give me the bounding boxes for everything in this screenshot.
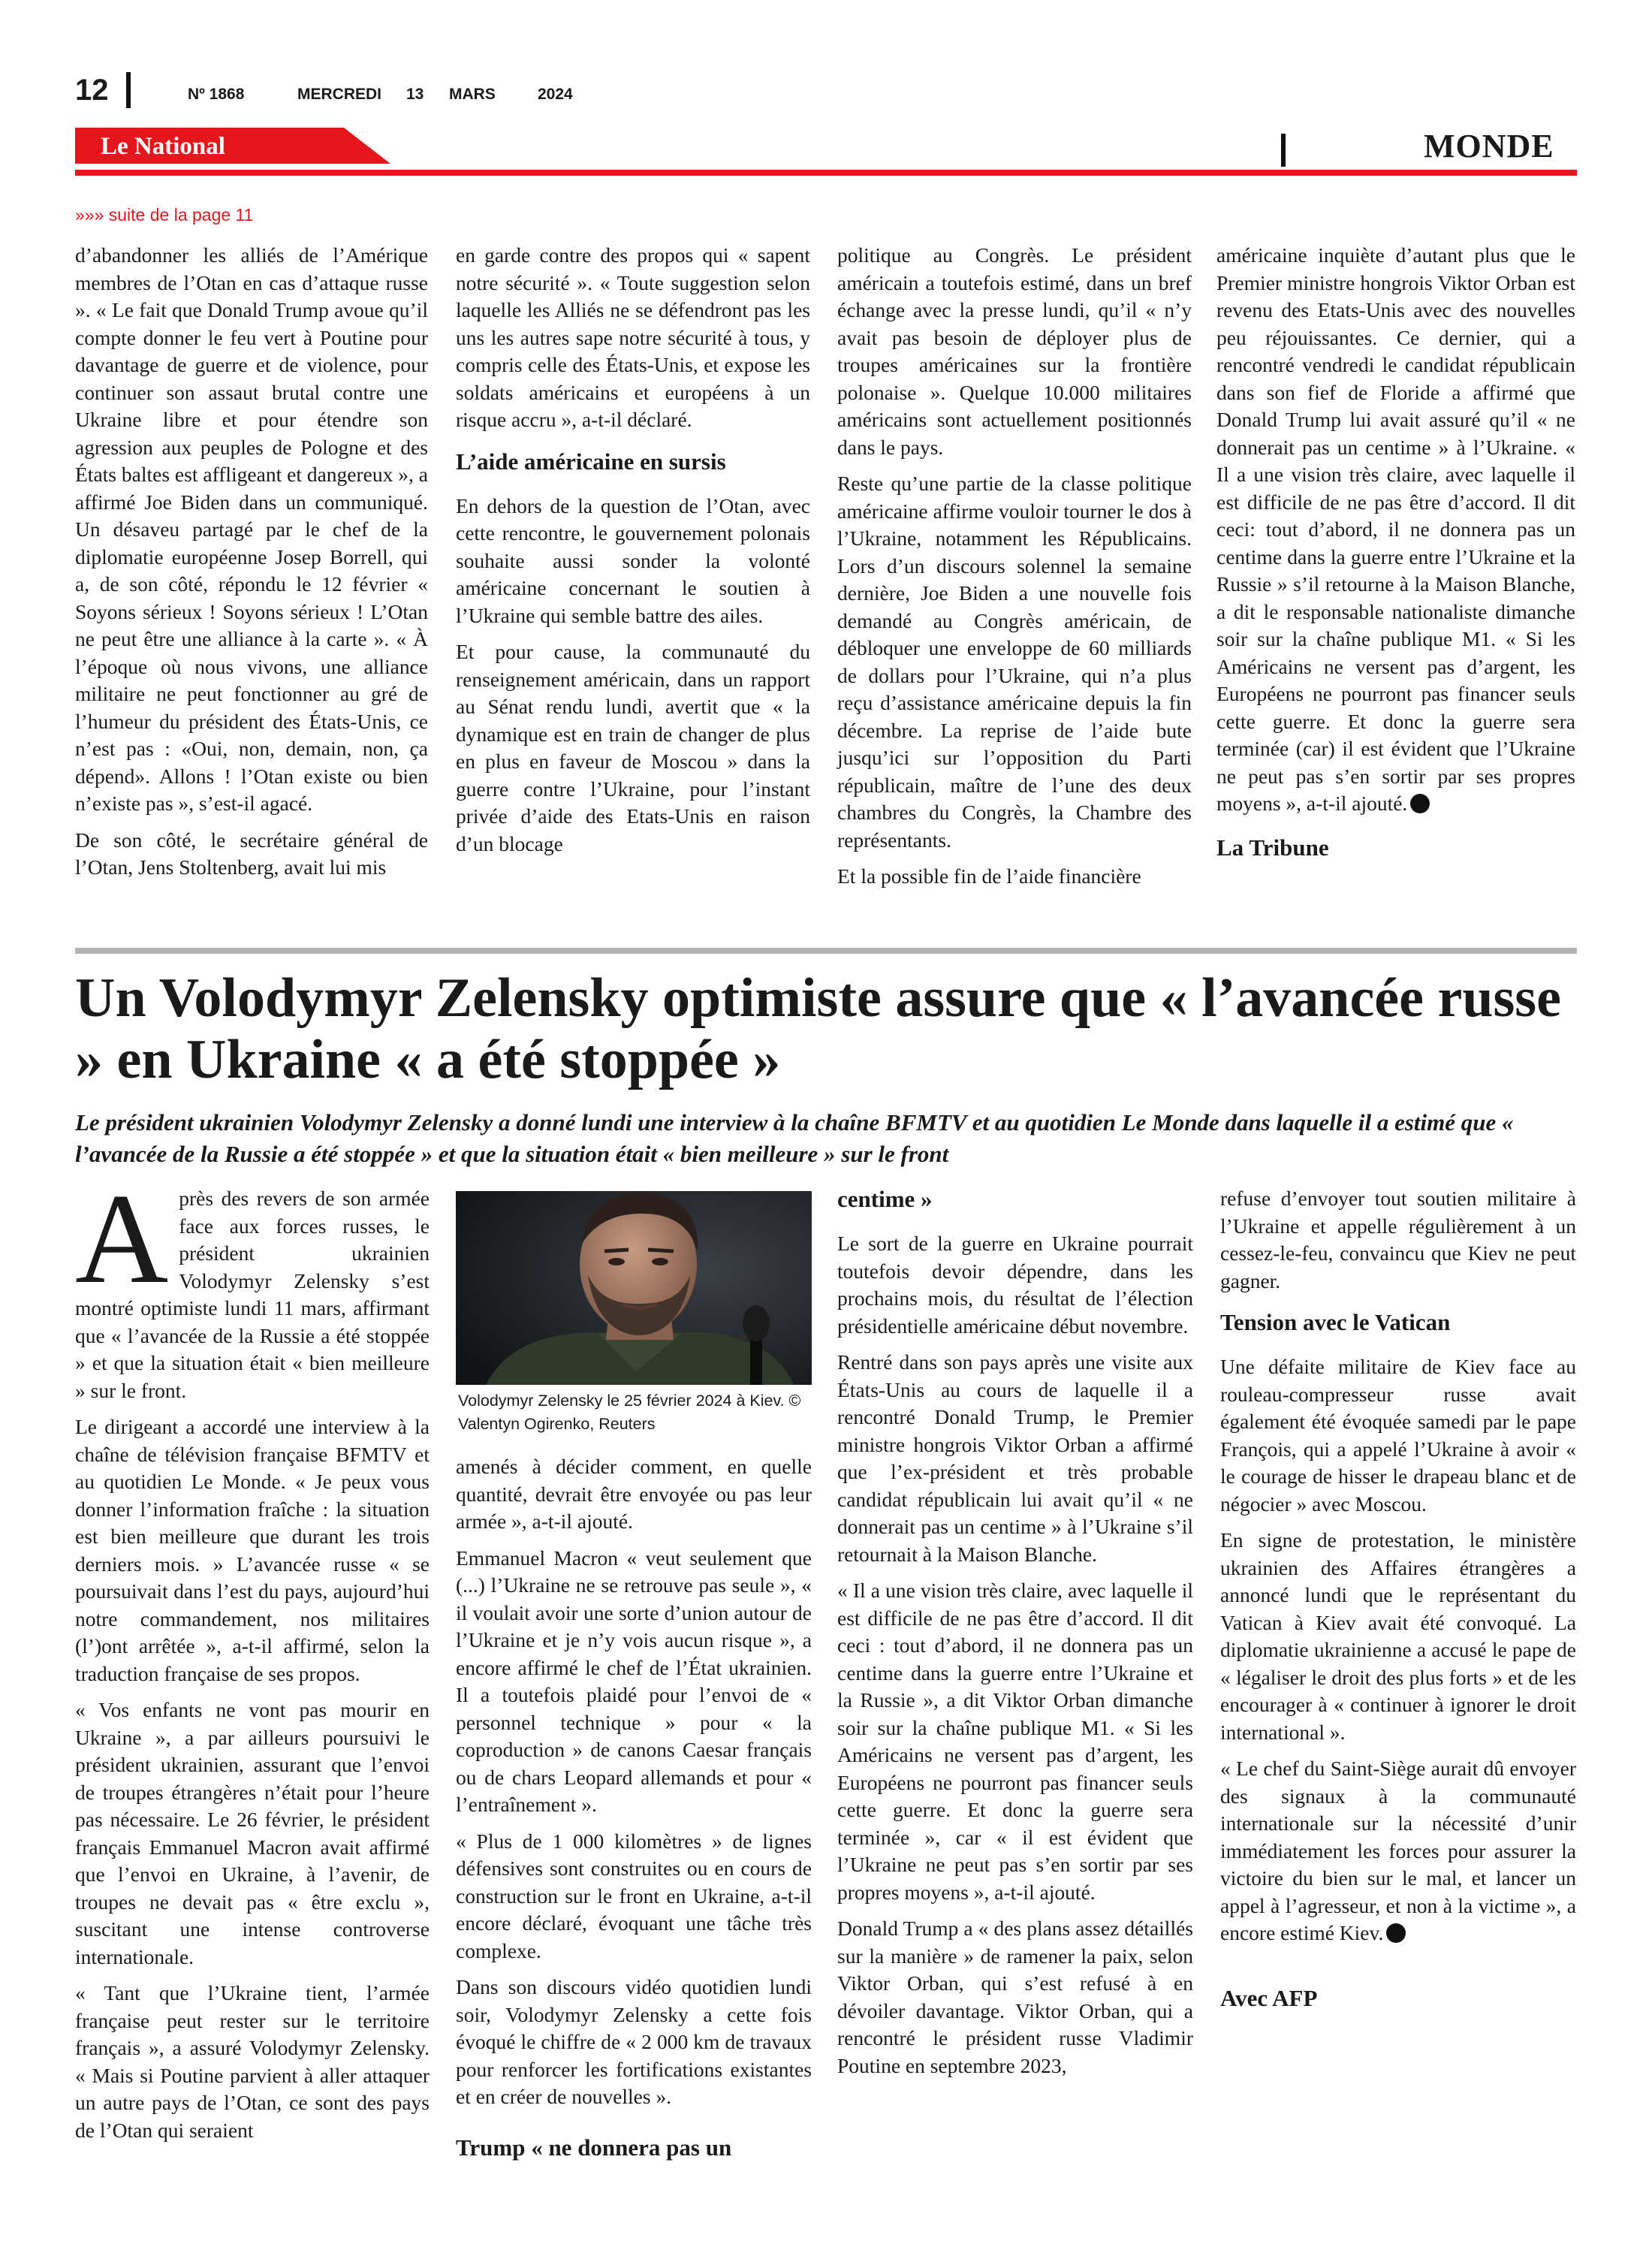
paragraph: En signe de protestation, le ministère ukrainien des Affaires étrangères a annoncé lundi que le représentant du Vatican à Kiev avait été convoqué. La diplomatie ukrainienne a accusé le pape de « légaliser le droit des plus forts » et de les encourager à « continuer à ignorer le droit international ». xyxy=(1220,1528,1576,1744)
paragraph: « Le chef du Saint-Siège aurait dû envoyer des signaux à la communauté internationale sur la nécessité d’unir immédiatement les forces pour assurer la victoire du bien sur le mal, et lancer un appel à l’agresseur, et non à la victime », a encore estimé Kiev. xyxy=(1220,1757,1576,1944)
paragraph: Reste qu’une partie de la classe politique américaine affirme vouloir tourner le dos à l’Ukraine, notamment les Républicains. Lors d’un discours solennel la semaine dernière, Joe Biden a une nouvelle fois demandé au Congrès américain, de débloquer une enveloppe de 60 milliards de dollars pour l’Ukraine, qui n’a plus reçu d’assistance américaine depuis la fin décembre. La reprise de l’aide bute jusqu’ici sur l’opposition du Parti républicain, maître de l’une des deux chambres du Congrès, la Chambre des représentants. xyxy=(837,472,1192,852)
paragraph: « Il a une vision très claire, avec laquelle il est difficile de ne pas être d’accord. Il dit ceci : tout d’abord, il ne donnera pas un centime dans la guerre entre l’Ukraine et la Russie », a dit Viktor Orban dimanche soir sur la chaîne publique M1. « Si les Américains ne versent pas d’argent, les Européens ne pourront pas financer seuls cette guerre. Et donc la guerre sera terminée », car « il est évident que l’Ukraine ne peut pas s’en sortir par ses propres moyens », a-t-il ajouté. xyxy=(837,1579,1193,1904)
date-weekday: MERCREDI xyxy=(297,86,382,103)
subheading: L’aide américaine en sursis xyxy=(456,448,726,475)
paragraph: amenés à décider comment, en quelle quantité, devrait être envoyée ou pas leur armée », a-t-il ajouté. xyxy=(456,1455,812,1533)
issue-number: Nº 1868 xyxy=(188,86,245,103)
section-title: MONDE xyxy=(1424,128,1554,164)
paragraph: « Tant que l’Ukraine tient, l’armée française peut rester sur le territoire français », a assuré Volodymyr Zelensky. « Mais si Poutine parvient à aller attaquer un autre pays de l’Otan, ce sont des pays de l’Otan qui seraient xyxy=(75,1981,430,2142)
top-article-column-2 xyxy=(456,242,810,867)
paragraph: Emmanuel Macron « veut seulement que (...) l’Ukraine ne se retrouve pas seule », « il voulait avoir une sorte d’union autour de l’Ukraine et je n’y vois aucun risque », a encore affirmé le chef de l’État ukrainien. Il a toutefois plaidé pour l’envoi de « personnel technique » pour « la coproduction » de canons Caesar français ou de chars Leopard allemands et pour « l’entraînement ». xyxy=(456,1546,812,1816)
date-year: 2024 xyxy=(538,86,573,103)
continuation-note: »»» suite de la page 11 xyxy=(75,205,254,225)
paragraph: en garde contre des propos qui « sapent notre sécurité ». « Toute suggestion selon laquelle les Alliés ne se défendront pas les uns les autres sape notre sécurité à tous, y compris celle des États-Unis, et expose les soldats américains et européens à un risque accru », a-t-il déclaré. xyxy=(456,243,810,431)
signature: Avec AFP xyxy=(1220,1984,1318,2011)
paragraph-wrap xyxy=(1220,1755,1576,1947)
subheading-part-1: Trump « ne donnera pas un xyxy=(456,2134,732,2161)
paragraph: Et la possible fin de l’aide financière xyxy=(837,864,1141,888)
paragraph: américaine inquiète d’autant plus que le Premier ministre hongrois Viktor Orban est revenu des Etats-Unis avec des nouvelles peu réjouissantes. Ce dernier, qui a rencontré vendredi le candidat républicain dans son fief de Floride a affirmé que Donald Trump lui avait assuré qu’il « ne donnerait pas un centime » à l’Ukraine. « Il a une vision très claire, avec laquelle il est difficile de ne pas être d’accord. Il dit ceci: tout d’abord, il ne donnera pas un centime dans la guerre entre l’Ukraine et la Russie » s’il retourne à la Maison Blanche, a dit le responsable nationaliste dimanche soir sur la chaîne publique M1. « Si les Américains ne versent pas d’argent, les Européens ne pourront pas financer seuls cette guerre. Et donc la guerre sera terminée (car) il est évident que l’Ukraine ne peut pas s’en sortir par ses propres moyens », a-t-il ajouté. xyxy=(1216,243,1575,815)
lead-paragraph-wrap xyxy=(75,1168,430,1404)
paragraph: De son côté, le secrétaire général de l’Otan, Jens Stoltenberg, avait lui mis xyxy=(75,828,428,879)
signature: La Tribune xyxy=(1216,834,1329,861)
top-article-column-1 xyxy=(75,242,428,891)
drop-cap: A xyxy=(75,1168,169,1310)
top-article-column-3 xyxy=(837,242,1192,900)
subheading: Tension avec le Vatican xyxy=(1220,1309,1451,1335)
lead-paragraph: près des revers de son armée face aux forces russes, le président ukrainien Volodymyr Zelensky s’est montré optimiste lundi 11 mars, affirmant que « l’avancée de la Russie a été stoppée » et que la situation était « bien meilleure » sur le front. xyxy=(75,1187,430,1402)
standfirst: Le président ukrainien Volodymyr Zelensky a donné lundi une interview à la chaîne BFMTV et au quotidien Le Monde dans laquelle il a estimé que « l’avancée de la Russie a été stoppée » et que la situation était « bien meilleure » sur le front xyxy=(75,1109,1514,1167)
photo-caption: Volodymyr Zelensky le 25 février 2024 à Kiev. © Valentyn Ogirenko, Reuters xyxy=(458,1392,801,1433)
paragraph: refuse d’envoyer tout soutien militaire à l’Ukraine et appelle régulièrement à un cessez-le-feu, convaincu que Kiev ne peut gagner. xyxy=(1220,1187,1576,1292)
date-month: MARS xyxy=(449,86,496,103)
subheading-part-2: centime » xyxy=(837,1186,933,1212)
paragraph: Le dirigeant a accordé une interview à la chaîne de télévision française BFMTV et au quotidien Le Monde. « Je peux vous donner l’information fraîche : la situation est bien meilleure que durant les trois derniers mois. » L’avancée russe « se poursuivait dans l’est du pays, aujourd’hui notre commandement, nos militaires (l’)ont arrêtée », a-t-il affirmé, selon la traduction française de ses propos. xyxy=(75,1415,430,1685)
main-article-column-3 xyxy=(837,1185,1193,2089)
paragraph: Dans son discours vidéo quotidien lundi soir, Volodymyr Zelensky a cette fois évoqué le chiffre de « 2 000 km de travaux pour renforcer les fortifications existantes et en créer de nouvelles ». xyxy=(456,1975,812,2108)
portrait-image xyxy=(456,1191,812,1385)
paragraph: Rentré dans son pays après une visite aux États-Unis au cours de laquelle il a rencontré Donald Trump, le Premier ministre hongrois Viktor Orban a affirmé que l’ex-président et très probable candidat républicain lui avait qu’il « ne donnerait pas un centime » à l’Ukraine s’il retournait à la Maison Blanche. xyxy=(837,1350,1193,1566)
paragraph: politique au Congrès. Le président américain a toutefois estimé, dans un bref échange avec la presse lundi, qu’il « n’y avait pas besoin de déployer plus de troupes américaines sur la frontière polonaise ». Quelque 10.000 militaires américains sont actuellement positionnés dans le pays. xyxy=(837,243,1192,459)
main-article-column-1 xyxy=(75,1168,430,2153)
zelensky-photo xyxy=(456,1191,812,1385)
article-separator xyxy=(75,948,1577,954)
main-article-column-4 xyxy=(1220,1185,1576,2021)
page-number-divider xyxy=(126,72,131,108)
paragraph: « Vos enfants ne vont pas mourir en Ukraine », a par ailleurs poursuivi le président ukrainien, assurant que l’envoi de troupes étrangères n’était pour l’heure pas nécessaire. Le 26 février, le président français Emmanuel Macron avait affirmé que l’envoi en Ukraine, à l’avenir, de troupes ne devait pas « être exclu », suscitant une intense controverse internationale. xyxy=(75,1698,430,1968)
section-divider xyxy=(1281,134,1286,167)
paragraph: Une défaite militaire de Kiev face au rouleau-compresseur russe avait également été évoquée samedi par le pape François, qui a appelé l’Ukraine à avoir « le courage de hisser le drapeau blanc et de négocier » avec Moscou. xyxy=(1220,1355,1576,1516)
brand-logo: Le National xyxy=(101,133,225,160)
paragraph: Le sort de la guerre en Ukraine pourrait toutefois devoir dépendre, dans les prochains mois, du résultat de l’élection présidentielle américaine début novembre. xyxy=(837,1232,1193,1338)
page-number: 12 xyxy=(75,74,109,107)
paragraph: En dehors de la question de l’Otan, avec cette rencontre, le gouvernement polonais souhaite aussi sonder la volonté américaine concernant le soutien à l’Ukraine qui semble battre des ailes. xyxy=(456,493,810,627)
end-mark-icon xyxy=(1386,1923,1406,1943)
end-mark-icon xyxy=(1410,794,1430,813)
headline: Un Volodymyr Zelensky optimiste assure que « l’avancée russe » en Ukraine « a été stoppée » xyxy=(75,967,1561,1090)
date-day: 13 xyxy=(406,86,424,103)
paragraph-wrap xyxy=(1216,242,1575,818)
header-rule xyxy=(75,170,1577,176)
main-article-column-2 xyxy=(456,1453,812,2179)
paragraph: d’abandonner les alliés de l’Amérique membres de l’Otan en cas d’attaque russe ». « Le fait que Donald Trump avoue qu’il compte donner le feu vert à Poutine pour davantage de guerre et de violence, pour continuer son assaut brutal contre une Ukraine libre et pour étendre son agression aux peuples de Pologne et des États baltes est affligeant et dangereux », a affirmé Joe Biden dans un communiqué. Un désaveu partagé par le chef de la diplomatie européenne Josep Borrell, qui a, de son côté, répondu le 12 février « Soyons sérieux ! Soyons sérieux ! L’Otan ne peut être une alliance à la carte ». « À l’époque où nous vivons, une alliance militaire ne peut fonctionner au gré de l’humeur du président des États-Unis, ce n’est pas : «Oui, non, demain, non, ça dépend». Allons ! l’Otan existe ou bien n’existe pas », s’est-il agacé. xyxy=(75,243,428,815)
top-article-column-4 xyxy=(1216,242,1575,870)
paragraph: Et pour cause, la communauté du renseignement américain, dans un rapport au Sénat rendu lundi, avertit que « la dynamique est en train de changer de plus en plus en faveur de Moscou » dans la guerre contre l’Ukraine, pour l’instant privée d’aide des Etats-Unis en raison d’un blocage xyxy=(456,640,810,855)
paragraph: « Plus de 1 000 kilomètres » de lignes défensives sont construites ou en cours de construction sur le front en Ukraine, a-t-il encore déclaré, évoquant une tâche très complexe. xyxy=(456,1829,812,1962)
paragraph: Donald Trump a « des plans assez détaillés sur la manière » de ramener la paix, selon Viktor Orban, qui s’est refusé à en dévoiler davantage. Viktor Orban, qui a rencontré le président russe Vladimir Poutine en septembre 2023, xyxy=(837,1917,1193,2077)
